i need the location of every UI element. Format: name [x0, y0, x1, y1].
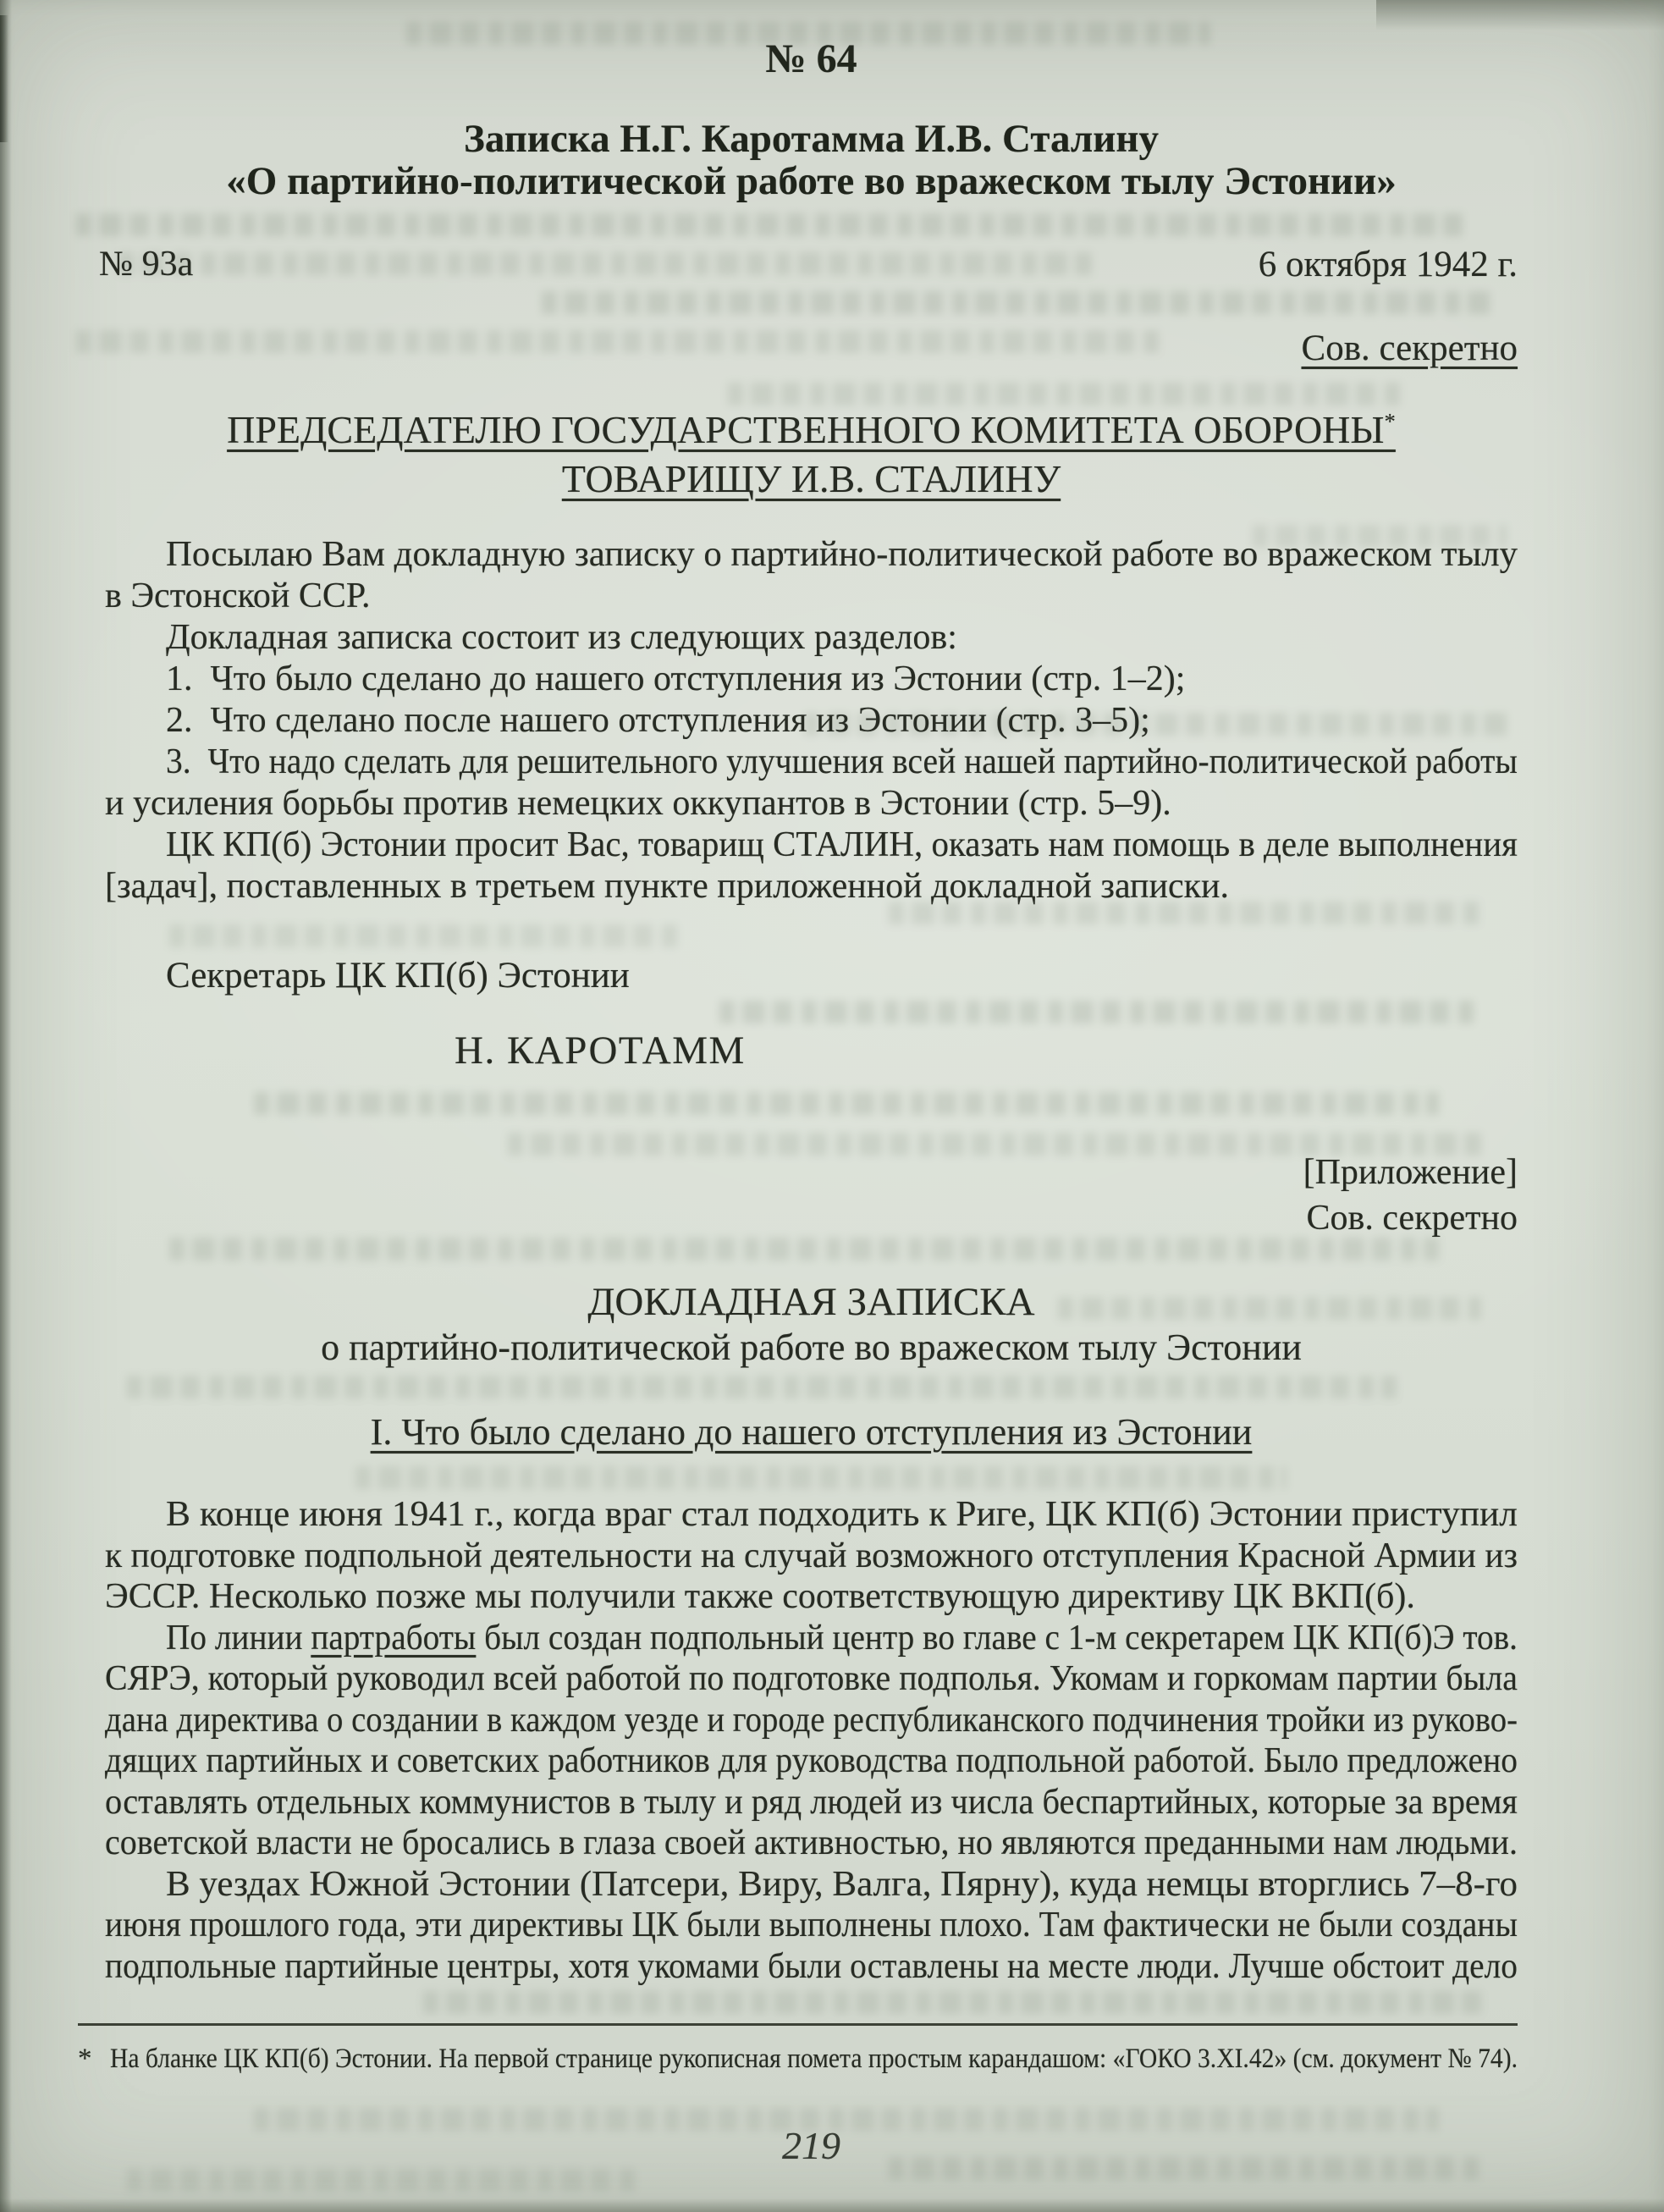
document-title-line-1 [105, 116, 1518, 162]
document-text-line [105, 866, 1518, 907]
document-title-line-2 [105, 158, 1518, 204]
document-text-line [105, 1700, 1518, 1741]
document-text-line-content: в Эстонской ССР. [105, 576, 371, 615]
bleed-through-artifact [355, 1466, 1287, 1489]
addressee-text-1-body: ПРЕДСЕДАТЕЛЮ ГОСУДАРСТВЕННОГО КОМИТЕТА ОБОРОНЫ [227, 408, 1385, 451]
document-text-line-content: и усиления борьбы против немецких оккупантов в Эстонии (стр. 5–9). [105, 784, 1171, 823]
document-text-line [105, 576, 1518, 617]
document-text-line-content: к подготовке подпольной деятельности на случай возможного отступления Красной Армии из [105, 1536, 1518, 1575]
report-section-heading-text: I. Что было сделано до нашего отступления из Эстонии [370, 1411, 1253, 1453]
text-fragment: был создан подпольный центр во главе с 1-м секретарем ЦК КП(б)Э тов. [476, 1618, 1518, 1658]
signature-title-text: Секретарь ЦК КП(б) Эстонии [166, 956, 630, 996]
document-text-line-content: оставлять отдельных коммунистов в тылу и ряд людей из числа беспартийных, которые за время [105, 1782, 1518, 1822]
reference-number-text: № 93а [99, 245, 194, 284]
document-text-line-content: СЯРЭ, который руководил всей работой по подготовке подполья. Укомам и горкомам партии была [105, 1659, 1518, 1698]
bleed-through-artifact [719, 1001, 1481, 1023]
document-text-line [105, 1946, 1518, 1988]
document-number-text: № 64 [765, 36, 857, 81]
document-text-line [105, 742, 1518, 783]
document-text-line [105, 1782, 1518, 1823]
addressee-text-1 [227, 407, 1396, 452]
footnote-marker-superscript: * [1384, 408, 1396, 434]
scan-edge-shadow-left [0, 0, 12, 2212]
document-text-line-content: В конце июня 1941 г., когда враг стал подходить к Риге, ЦК КП(б) Эстонии приступил [166, 1495, 1518, 1534]
footnote-marker [78, 2044, 92, 2075]
page-number-text: 219 [782, 2124, 840, 2167]
bleed-through-artifact [542, 291, 1490, 314]
document-text-line-content: дящих партийных и советских работников для руководства подпольной работой. Было предложено [105, 1741, 1518, 1780]
document-text-line-content: 1. Что было сделано до нашего отступления из Эстонии (стр. 1–2); [166, 659, 1186, 698]
cover-letter-body [105, 534, 1518, 907]
text-fragment: По линии [166, 1618, 311, 1658]
secrecy-label [105, 328, 1518, 369]
attachment-label [105, 1152, 1518, 1193]
footnote-divider-rule [78, 2023, 1518, 2026]
secrecy-label-text: Сов. секретно [1301, 328, 1518, 368]
footnote-marker-text: * [78, 2044, 92, 2074]
document-text-line-content: [задач], поставленных в третьем пункте приложенной докладной записки. [105, 867, 1230, 906]
document-text-line [105, 617, 1518, 659]
footnote-text: На бланке ЦК КП(б) Эстонии. На первой странице рукописная помета простым карандашом: «ГОКО 3.XI.42» (см. документ № 74). [110, 2044, 1518, 2074]
document-text-line [105, 1823, 1518, 1864]
document-title-text-2: «О партийно-политической работе во вражеском тылу Эстонии» [226, 159, 1397, 203]
document-text-line-content: ЦК КП(б) Эстонии просит Вас, товарищ СТАЛИН, оказать нам помощь в деле выполнения [166, 825, 1518, 864]
attachment-secrecy-text: Сов. секретно [1306, 1199, 1518, 1238]
document-text-line [105, 1658, 1518, 1700]
document-text-line [105, 825, 1518, 866]
document-text-line-content [166, 1618, 1518, 1659]
document-text-line [105, 1864, 1518, 1906]
document-text-line [105, 659, 1518, 700]
addressee-text-2: ТОВАРИЩУ И.В. СТАЛИНУ [561, 457, 1061, 500]
document-text-line [105, 1576, 1518, 1618]
document-date-text: 6 октября 1942 г. [1258, 245, 1518, 284]
attachment-label-text: [Приложение] [1303, 1153, 1518, 1192]
bleed-through-artifact [127, 2169, 635, 2192]
signature-name [455, 1028, 746, 1073]
document-text-line [105, 1536, 1518, 1577]
bleed-through-artifact [127, 1376, 1397, 1398]
document-text-line-content: 3. Что надо сделать для решительного улучшения всей нашей партийно-политической работы [166, 742, 1518, 781]
bleed-through-artifact [169, 924, 677, 947]
scan-edge-dark-spot [0, 15, 8, 142]
document-text-line [105, 1618, 1518, 1659]
bleed-through-artifact [423, 1991, 1481, 2014]
document-text-line [105, 534, 1518, 576]
scan-edge-shadow-bottom [0, 2198, 1664, 2212]
document-text-line-content: советской власти не бросались в глаза своей активностью, но являются преданными нам людьми. [105, 1823, 1518, 1862]
document-text-line-content: ЭССР. Несколько позже мы получили также соответствующую директиву ЦК ВКП(б). [105, 1577, 1415, 1616]
document-text-line [105, 1905, 1518, 1946]
document-text-line-content: июня прошлого года, эти директивы ЦК были выполнены плохо. Там фактически не были созданы [105, 1906, 1518, 1944]
bleed-through-artifact [728, 383, 1405, 405]
document-text-line [105, 783, 1518, 825]
report-heading-text: ДОКЛАДНАЯ ЗАПИСКА [587, 1280, 1035, 1324]
document-text-line-content: подпольные партийные центры, хотя укомами были оставлены на месте люди. Лучше обстоит дело [105, 1946, 1518, 1986]
document-text-line-content: Посылаю Вам докладную записку о партийно-политической работе во вражеском тылу [166, 535, 1518, 574]
addressee-line-2 [105, 456, 1518, 501]
signature-name-text: Н. КАРОТАММ [455, 1029, 746, 1073]
signature-title [166, 955, 630, 996]
addressee-line-1 [105, 407, 1518, 452]
document-text-line-content: В уездах Южной Эстонии (Патсери, Виру, Валга, Пярну), куда немцы вторглись 7–8-го [166, 1864, 1518, 1904]
document-number-heading [105, 36, 1518, 82]
bleed-through-artifact [254, 1092, 1439, 1115]
report-subheading-text: о партийно-политической работе во вражеском тылу Эстонии [321, 1327, 1302, 1368]
document-text-line [105, 700, 1518, 742]
bleed-through-artifact [76, 213, 1464, 236]
document-date [105, 244, 1518, 285]
report-heading [105, 1279, 1518, 1325]
attachment-secrecy-label [105, 1198, 1518, 1238]
document-title-text-1: Записка Н.Г. Каротамма И.В. Сталину [464, 117, 1159, 161]
bleed-through-artifact [169, 1238, 1439, 1260]
underlined-word: партработы [311, 1618, 477, 1658]
report-section-heading [105, 1410, 1518, 1454]
page-number [105, 2123, 1518, 2168]
document-text-line-content: 2. Что сделано после нашего отступления из Эстонии (стр. 3–5); [166, 701, 1150, 740]
report-subheading [105, 1326, 1518, 1369]
scan-corner-shadow-top-right [1376, 0, 1664, 30]
document-text-line [105, 1740, 1518, 1782]
document-text-line-content: Докладная записка состоит из следующих разделов: [166, 618, 957, 657]
report-body [105, 1494, 1518, 1987]
document-text-line-content: дана директива о создании в каждом уезде и городе республиканского подчинения тройки из руково- [105, 1700, 1518, 1740]
footnote [110, 2044, 1518, 2075]
document-text-line [105, 1494, 1518, 1536]
